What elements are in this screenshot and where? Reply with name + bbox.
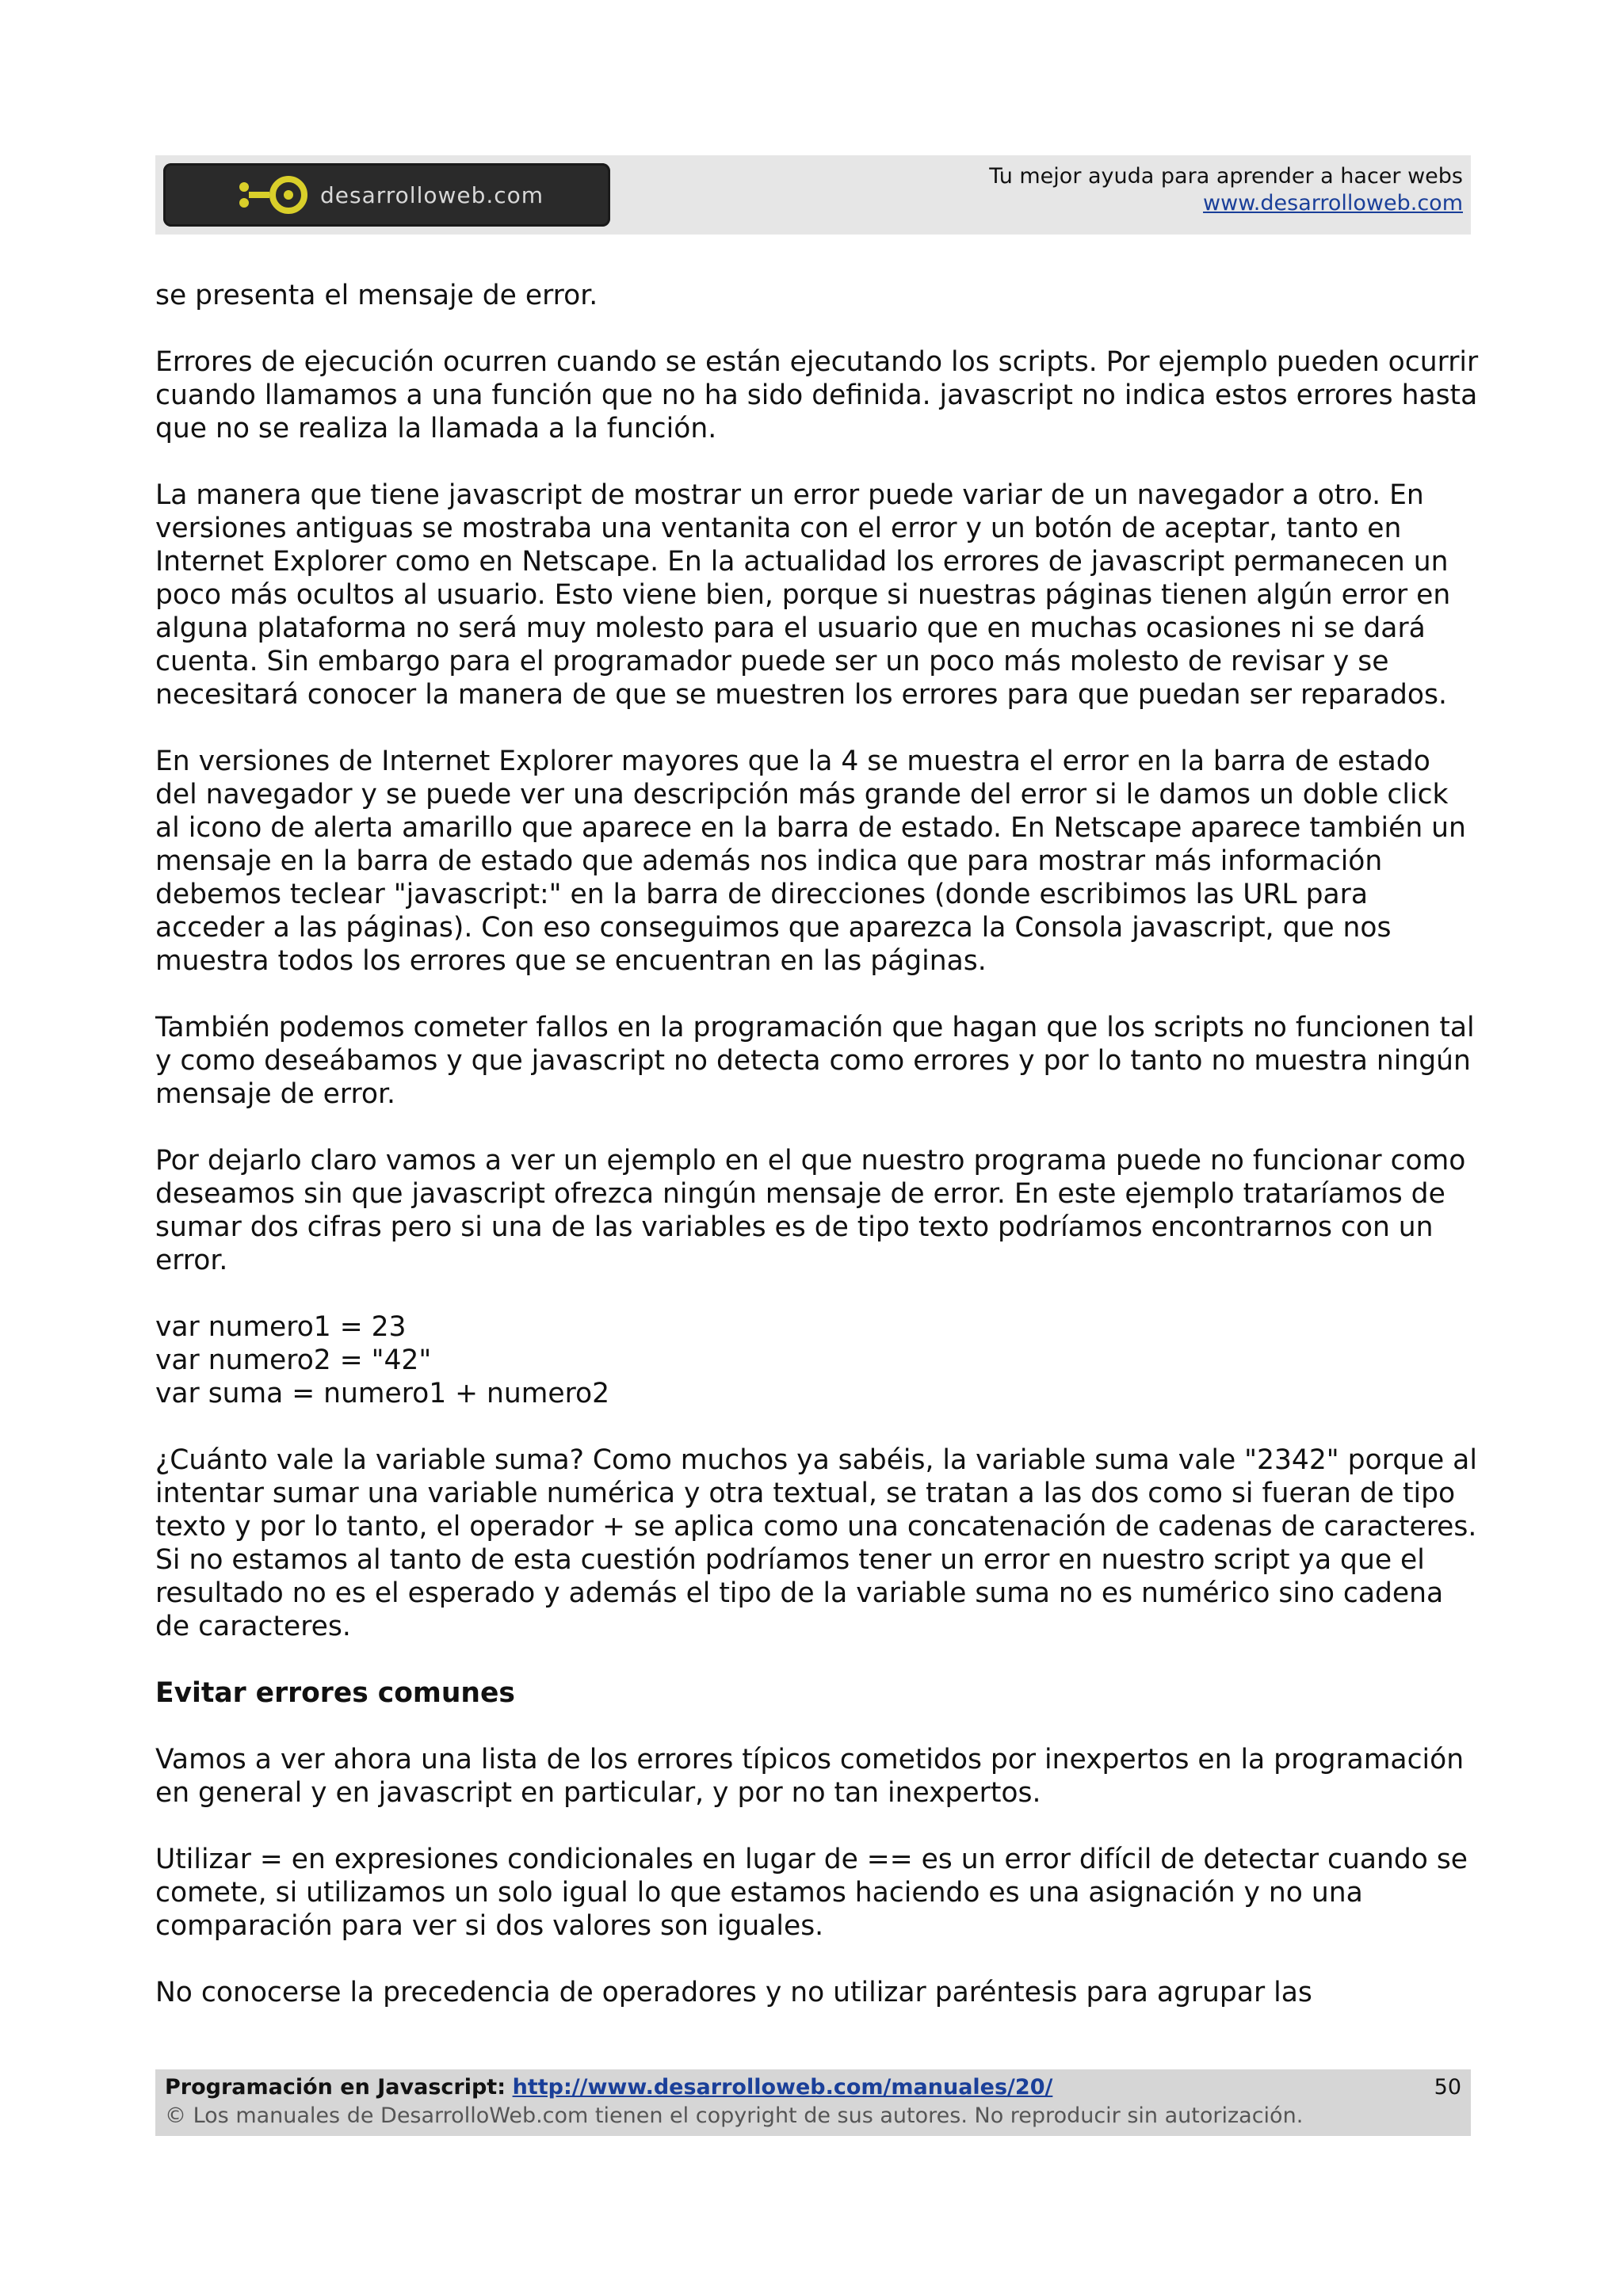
code-line: var suma = numero1 + numero2	[155, 1378, 610, 1409]
footer-copyright: © Los manuales de DesarrolloWeb.com tienen el copyright de sus autores. No reproducir sin autorización.	[165, 2103, 1304, 2128]
footer-manual-title: Programación en Javascript:	[165, 2075, 506, 2100]
page-footer	[155, 2069, 1471, 2136]
logo-mark-icon	[235, 173, 314, 217]
paragraph: En versiones de Internet Explorer mayores que la 4 se muestra el error en la barra de estado del navegador y se puede ver una descripción más grande del error si le damos un doble click al icono de alerta amarillo que aparece en la barra de estado. En Netscape aparece también un mensaje en la barra de estado que además nos indica que para mostrar más información debemos teclear "javascript:" en la barra de direcciones (donde escribimos las URL para acceder a las páginas). Con eso conseguimos que aparezca la Consola javascript, que nos muestra todos los errores que se encuentran en las páginas.	[155, 746, 1466, 977]
footer-manual-link[interactable]: http://www.desarrolloweb.com/manuales/20/	[512, 2075, 1053, 2100]
code-line: var numero2 = "42"	[155, 1344, 432, 1376]
paragraph: Errores de ejecución ocurren cuando se están ejecutando los scripts. Por ejemplo pueden ocurrir cuando llamamos a una función que no ha sido definida. javascript no indica estos errores hasta que no se realiza la llamada a la función.	[155, 346, 1479, 444]
header-tagline	[989, 163, 1463, 217]
paragraph: No conocerse la precedencia de operadores y no utilizar paréntesis para agrupar las	[155, 1977, 1312, 2008]
page-header	[155, 155, 1471, 235]
page-number: 50	[1434, 2075, 1461, 2100]
site-logo[interactable]	[163, 163, 610, 227]
section-heading: Evitar errores comunes	[155, 1677, 515, 1709]
paragraph: ¿Cuánto vale la variable suma? Como muchos ya sabéis, la variable suma vale "2342" porque al intentar sumar una variable numérica y otra textual, se tratan a las dos como si fueran de tipo texto y por lo tanto, el operador + se aplica como una concatenación de cadenas de caracteres. Si no estamos al tanto de esta cuestión podríamos tener un error en nuestro script ya que el resultado no es el esperado y además el tipo de la variable suma no es numérico sino cadena de caracteres.	[155, 1444, 1477, 1642]
site-url-link[interactable]: www.desarrolloweb.com	[1203, 191, 1463, 215]
paragraph: Vamos a ver ahora una lista de los errores típicos cometidos por inexpertos en la programación en general y en javascript en particular, y por no tan inexpertos.	[155, 1744, 1465, 1809]
document-body	[155, 279, 1479, 2042]
code-line: var numero1 = 23	[155, 1311, 407, 1343]
paragraph: También podemos cometer fallos en la programación que hagan que los scripts no funcionen tal y como deseábamos y que javascript no detecta como errores y por lo tanto no muestra ningún mensaje de error.	[155, 1012, 1475, 1110]
code-example	[155, 1310, 1479, 1410]
paragraph: Por dejarlo claro vamos a ver un ejemplo en el que nuestro programa puede no funcionar como deseamos sin que javascript ofrezca ningún mensaje de error. En este ejemplo trataríamos de sumar dos cifras pero si una de las variables es de tipo texto podríamos encontrarnos con un error.	[155, 1145, 1466, 1276]
paragraph: se presenta el mensaje de error.	[155, 280, 598, 311]
footer-manual-line	[165, 2074, 1052, 2101]
paragraph: Utilizar = en expresiones condicionales en lugar de == es un error difícil de detectar cuando se comete, si utilizamos un solo igual lo que estamos haciendo es una asignación y no una comparación para ver si dos valores son iguales.	[155, 1844, 1468, 1942]
paragraph: La manera que tiene javascript de mostrar un error puede variar de un navegador a otro. En versiones antiguas se mostraba una ventanita con el error y un botón de aceptar, tanto en Internet Explorer como en Netscape. En la actualidad los errores de javascript permanecen un poco más ocultos al usuario. Esto viene bien, porque si nuestras páginas tienen algún error en alguna plataforma no será muy molesto para el usuario que en muchas ocasiones ni se dará cuenta. Sin embargo para el programador puede ser un poco más molesto de revisar y se necesitará conocer la manera de que se muestren los errores para que puedan ser reparados.	[155, 479, 1451, 711]
tagline-text: Tu mejor ayuda para aprender a hacer webs	[989, 164, 1463, 189]
logo-text: desarrolloweb.com	[320, 181, 544, 208]
